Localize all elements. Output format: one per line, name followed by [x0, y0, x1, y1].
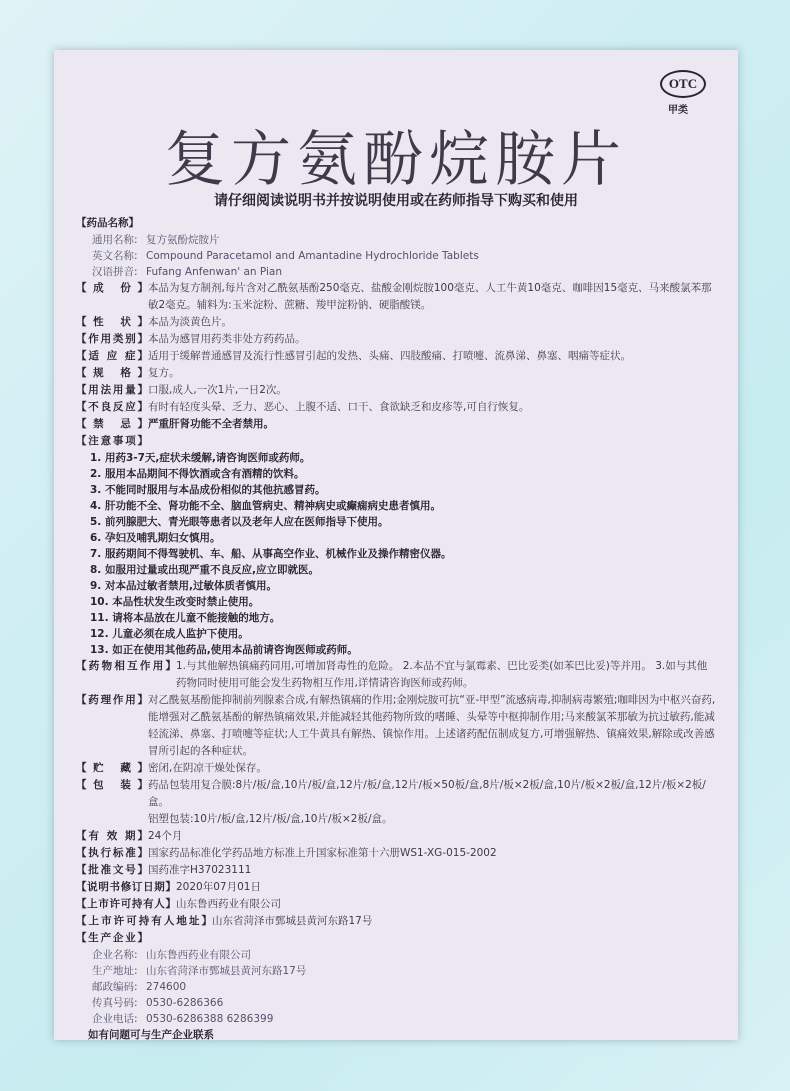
section-label: 【生产企业】: [76, 932, 148, 944]
section-content: 适用于缓解普通感冒及流行性感冒引起的发热、头痛、四肢酸痛、打喷嚏、流鼻涕、鼻塞、咽痛等症状。: [148, 350, 631, 362]
section-row: [76, 760, 716, 777]
precautions-list: [76, 450, 716, 658]
section-row: [76, 348, 716, 365]
section-row: [76, 658, 716, 692]
section-label: 【贮 藏】: [76, 762, 148, 774]
section-row: [76, 879, 716, 896]
item-value: 复方氨酚烷胺片: [146, 234, 220, 246]
precaution-item: 12. 儿童必须在成人监护下使用。: [90, 628, 249, 640]
section-label: 【说明书修订日期】: [76, 881, 176, 893]
section-content: 24个月: [148, 830, 183, 842]
section-manufacturer: [76, 930, 716, 947]
item-value: 274600: [146, 981, 187, 993]
section-content: 国药准字H37023111: [148, 864, 252, 876]
footer-note: 如有问题可与生产企业联系: [88, 1029, 214, 1040]
precaution-item: 3. 不能同时服用与本品成份相似的其他抗感冒药。: [90, 484, 326, 496]
section-row: [76, 896, 716, 913]
manufacturer-item: [76, 1011, 716, 1027]
name-item: [76, 248, 716, 264]
precaution-item: 2. 服用本品期间不得饮酒或含有酒精的饮料。: [90, 468, 305, 480]
section-content: 山东省菏泽市鄄城县黄河东路17号: [212, 915, 373, 927]
item-key: 英文名称:: [92, 250, 138, 262]
section-label: 【包 装】: [76, 779, 148, 791]
section-row: [76, 828, 716, 845]
usage-advice: 请仔细阅读说明书并按说明使用或在药师指导下购买和使用: [214, 193, 578, 209]
section-label: 【作用类别】: [76, 333, 148, 345]
drug-title: 复方氨酚烷胺片: [165, 125, 627, 195]
section-label: 【适 应 症】: [76, 350, 148, 362]
section-precautions: [76, 433, 716, 450]
manufacturer-item: [76, 963, 716, 979]
section-row: [76, 913, 716, 930]
otc-class: 甲类: [668, 105, 688, 116]
precaution-item: 13. 如正在使用其他药品,使用本品前请咨询医师或药师。: [90, 644, 358, 656]
section-row: [76, 314, 716, 331]
item-value: 0530-6286388 6286399: [146, 1013, 274, 1025]
section-label: 【注意事项】: [76, 435, 148, 447]
precaution-item: 9. 对本品过敏者禁用,过敏体质者慎用。: [90, 580, 277, 592]
section-label: 【禁 忌】: [76, 418, 148, 430]
section-label: 【药理作用】: [76, 694, 148, 706]
section-content: 山东鲁西药业有限公司: [176, 898, 281, 910]
section-label: 【药品名称】: [76, 217, 139, 229]
section-content: 对乙酰氨基酚能抑制前列腺素合成,有解热镇痛的作用;金刚烷胺可抗“亚-甲型”流感病毒,抑制病毒繁殖;咖啡因为中枢兴奋药,能增强对乙酰氨基酚的解热镇痛效果,并能减轻其他药物所致的嗜睡、头晕等中枢抑制作用;马来酸氯苯那敏为抗过敏药,能减轻流涕、鼻塞、打喷嚏等症状;人工牛黄具有解热、镇惊作用。上述诸药配伍制成复方,可增强解热、镇痛效果,解除或改善感冒所引起的各种症状。: [148, 694, 716, 757]
item-key: 邮政编码:: [92, 981, 138, 993]
item-value: 0530-6286366: [146, 997, 224, 1009]
manufacturer-item: [76, 947, 716, 963]
section-label: 【不良反应】: [76, 401, 148, 413]
item-value: Fufang Anfenwan' an Pian: [146, 266, 282, 278]
item-value: 山东省菏泽市鄄城县黄河东路17号: [146, 965, 307, 977]
item-key: 汉语拼音:: [92, 266, 138, 278]
section-row: [76, 399, 716, 416]
section-label: 【上市许可持有人】: [76, 898, 176, 910]
section-content: 复方。: [148, 367, 180, 379]
item-key: 通用名称:: [92, 234, 138, 246]
section-content: 有时有轻度头晕、乏力、恶心、上腹不适、口干、食欲缺乏和皮疹等,可自行恢复。: [148, 401, 530, 413]
item-key: 企业电话:: [92, 1013, 138, 1025]
item-key: 传真号码:: [92, 997, 138, 1009]
manufacturer-item: [76, 979, 716, 995]
section-row: [76, 862, 716, 879]
otc-badge: [660, 70, 706, 98]
section-content: 药品包装用复合膜:8片/板/盒,10片/板/盒,12片/板/盒,12片/板×50板/盒,8片/板×2板/盒,10片/板×2板/盒,12片/板×2板/盒。 铝塑包装:10片/板/盒,12片/板/盒,10片/板×2板/盒。: [148, 779, 706, 825]
section-content: 本品为淡黄色片。: [148, 316, 232, 328]
item-key: 生产地址:: [92, 965, 138, 977]
name-item: [76, 232, 716, 248]
section-content: 口服,成人,一次1片,一日2次。: [148, 384, 287, 396]
section-drug-name: [76, 215, 716, 232]
otc-mark: OTC: [668, 76, 698, 91]
section-label: 【成 份】: [76, 282, 148, 294]
section-content: 本品为复方制剂,每片含对乙酰氨基酚250毫克、盐酸金刚烷胺100毫克、人工牛黄10毫克、咖啡因15毫克、马来酸氯苯那敏2毫克。辅料为:玉米淀粉、蔗糖、羧甲淀粉钠、硬脂酸镁。: [148, 282, 712, 311]
section-content: 1.与其他解热镇痛药同用,可增加肾毒性的危险。 2.本品不宜与氯霉素、巴比妥类(如苯巴比妥)等并用。 3.如与其他药物同时使用可能会发生药物相互作用,详情请咨询医师或药师。: [176, 660, 708, 689]
section-content: 密闭,在阴凉干燥处保存。: [148, 762, 267, 774]
item-value: Compound Paracetamol and Amantadine Hydrochloride Tablets: [146, 250, 479, 262]
leaflet-paper: [54, 50, 738, 1040]
section-label: 【执行标准】: [76, 847, 148, 859]
precaution-item: 10. 本品性状发生改变时禁止使用。: [90, 596, 260, 608]
section-row: [76, 692, 716, 760]
precaution-item: 1. 用药3-7天,症状未缓解,请咨询医师或药师。: [90, 452, 311, 464]
section-label: 【上市许可持有人地址】: [76, 915, 212, 927]
section-label: 【批准文号】: [76, 864, 148, 876]
precaution-item: 5. 前列腺肥大、青光眼等患者以及老年人应在医师指导下使用。: [90, 516, 389, 528]
section-content: 严重肝肾功能不全者禁用。: [148, 418, 274, 430]
section-label: 【药物相互作用】: [76, 660, 176, 672]
section-content: 本品为感冒用药类非处方药药品。: [148, 333, 306, 345]
section-label: 【性 状】: [76, 316, 148, 328]
precaution-item: 4. 肝功能不全、肾功能不全、脑血管病史、精神病史或癫痫病史患者慎用。: [90, 500, 441, 512]
section-row: [76, 845, 716, 862]
precaution-item: 6. 孕妇及哺乳期妇女慎用。: [90, 532, 221, 544]
section-row: [76, 365, 716, 382]
section-row: [76, 331, 716, 348]
section-row: [76, 416, 716, 433]
section-row: [76, 777, 716, 828]
precaution-item: 11. 请将本品放在儿童不能接触的地方。: [90, 612, 281, 624]
section-content: 2020年07月01日: [176, 881, 261, 893]
section-label: 【规 格】: [76, 367, 148, 379]
section-row: [76, 382, 716, 399]
leaflet-sections: [76, 215, 716, 1040]
section-content: 国家药品标准化学药品地方标准上升国家标准第十六册WS1-XG-015-2002: [148, 847, 497, 859]
section-row: [76, 280, 716, 314]
section-label: 【有 效 期】: [76, 830, 148, 842]
manufacturer-item: [76, 995, 716, 1011]
item-key: 企业名称:: [92, 949, 138, 961]
name-item: [76, 264, 716, 280]
item-value: 山东鲁西药业有限公司: [146, 949, 251, 961]
precaution-item: 8. 如服用过量或出现严重不良反应,应立即就医。: [90, 564, 319, 576]
precaution-item: 7. 服药期间不得驾驶机、车、船、从事高空作业、机械作业及操作精密仪器。: [90, 548, 452, 560]
section-label: 【用法用量】: [76, 384, 148, 396]
